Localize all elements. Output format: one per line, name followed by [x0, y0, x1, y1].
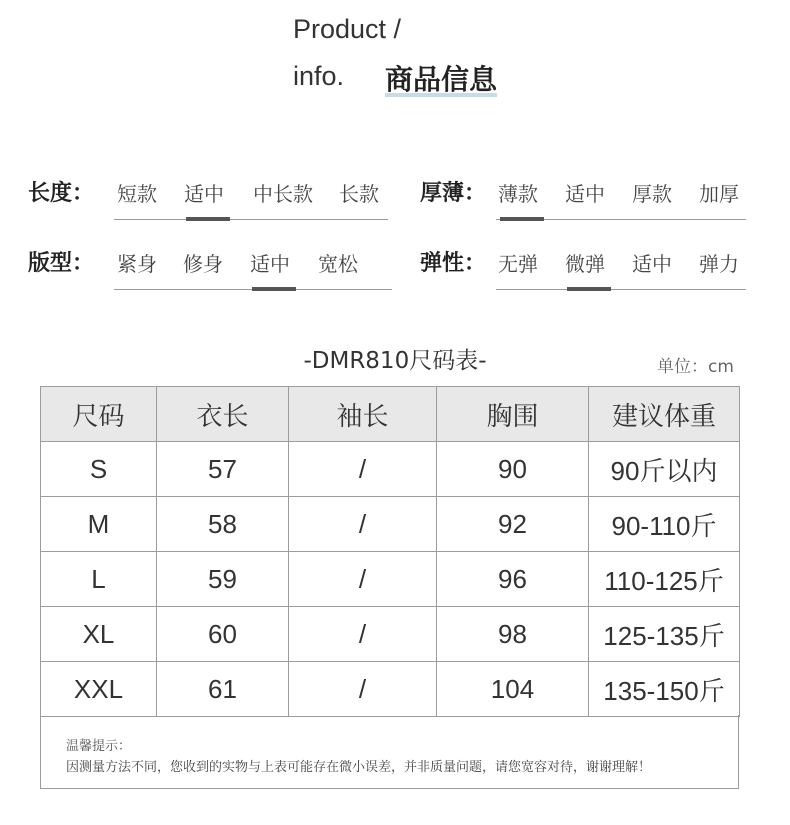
notice-box — [40, 715, 739, 789]
header-chinese-title: 商品信息 — [385, 58, 497, 98]
cell-size: L — [41, 552, 157, 607]
cell-chest: 90 — [437, 442, 589, 497]
attribute-length — [28, 176, 388, 236]
table-row — [41, 607, 740, 662]
attribute-label: 厚薄： — [420, 181, 487, 206]
table-row — [41, 497, 740, 552]
column-header-size: 尺码 — [41, 387, 157, 442]
cell-sleeve: / — [289, 662, 437, 717]
header-english-line2: info. — [293, 61, 345, 91]
cell-size: XXL — [41, 662, 157, 717]
option-medium: 适中 — [250, 252, 290, 276]
attribute-elasticity — [420, 246, 750, 306]
option-medium: 适中 — [565, 182, 605, 206]
cell-weight: 135-150斤 — [589, 662, 740, 717]
attribute-options — [496, 176, 746, 216]
attribute-baseline — [114, 219, 388, 220]
size-table-unit: 单位：cm — [657, 357, 734, 377]
table-row — [41, 552, 740, 607]
cell-weight: 125-135斤 — [589, 607, 740, 662]
cell-size: XL — [41, 607, 157, 662]
attribute-thickness — [420, 176, 750, 236]
attribute-label: 长度： — [28, 181, 95, 206]
cell-chest: 98 — [437, 607, 589, 662]
cell-length: 57 — [157, 442, 289, 497]
option-long: 长款 — [339, 182, 379, 206]
selected-indicator — [500, 217, 544, 221]
size-table — [40, 386, 740, 717]
cell-sleeve: / — [289, 442, 437, 497]
header-english-line1: Product / — [293, 14, 402, 44]
notice-title: 温馨提示： — [66, 739, 132, 754]
cell-chest: 96 — [437, 552, 589, 607]
option-loose: 宽松 — [318, 252, 358, 276]
cell-weight: 90斤以内 — [589, 442, 740, 497]
option-medium: 适中 — [632, 252, 672, 276]
attribute-baseline — [496, 289, 746, 290]
option-thin: 薄款 — [498, 182, 538, 206]
cell-size: S — [41, 442, 157, 497]
option-mid-long: 中长款 — [253, 182, 313, 206]
column-header-length: 衣长 — [157, 387, 289, 442]
attribute-options — [496, 246, 746, 286]
cell-size: M — [41, 497, 157, 552]
option-medium: 适中 — [184, 182, 224, 206]
table-header-row — [41, 387, 740, 442]
option-thick: 厚款 — [632, 182, 672, 206]
attribute-fit — [28, 246, 388, 306]
selected-indicator — [252, 287, 296, 291]
option-slim: 修身 — [183, 252, 223, 276]
cell-weight: 110-125斤 — [589, 552, 740, 607]
column-header-weight: 建议体重 — [589, 387, 740, 442]
cell-length: 61 — [157, 662, 289, 717]
option-extra-thick: 加厚 — [699, 182, 739, 206]
cell-chest: 92 — [437, 497, 589, 552]
notice-text: 因测量方法不同，您收到的实物与上表可能存在微小误差，并非质量问题，请您宽容对待，谢谢理解！ — [66, 760, 652, 775]
table-row — [41, 442, 740, 497]
option-no-stretch: 无弹 — [498, 252, 538, 276]
attribute-options — [114, 246, 392, 286]
column-header-chest: 胸围 — [437, 387, 589, 442]
cell-weight: 90-110斤 — [589, 497, 740, 552]
option-slight-stretch: 微弹 — [565, 252, 605, 276]
selected-indicator — [186, 217, 230, 221]
option-short: 短款 — [117, 182, 157, 206]
attribute-label: 版型： — [28, 251, 95, 276]
attribute-options — [114, 176, 388, 216]
selected-indicator — [567, 287, 611, 291]
cell-length: 60 — [157, 607, 289, 662]
option-tight: 紧身 — [117, 252, 157, 276]
cell-length: 58 — [157, 497, 289, 552]
cell-sleeve: / — [289, 497, 437, 552]
attribute-label: 弹性： — [420, 251, 487, 276]
cell-sleeve: / — [289, 552, 437, 607]
column-header-sleeve: 袖长 — [289, 387, 437, 442]
cell-length: 59 — [157, 552, 289, 607]
size-table-title: -DMR810尺码表- — [303, 348, 487, 374]
table-row — [41, 662, 740, 717]
cell-sleeve: / — [289, 607, 437, 662]
cell-chest: 104 — [437, 662, 589, 717]
option-stretchy: 弹力 — [699, 252, 739, 276]
